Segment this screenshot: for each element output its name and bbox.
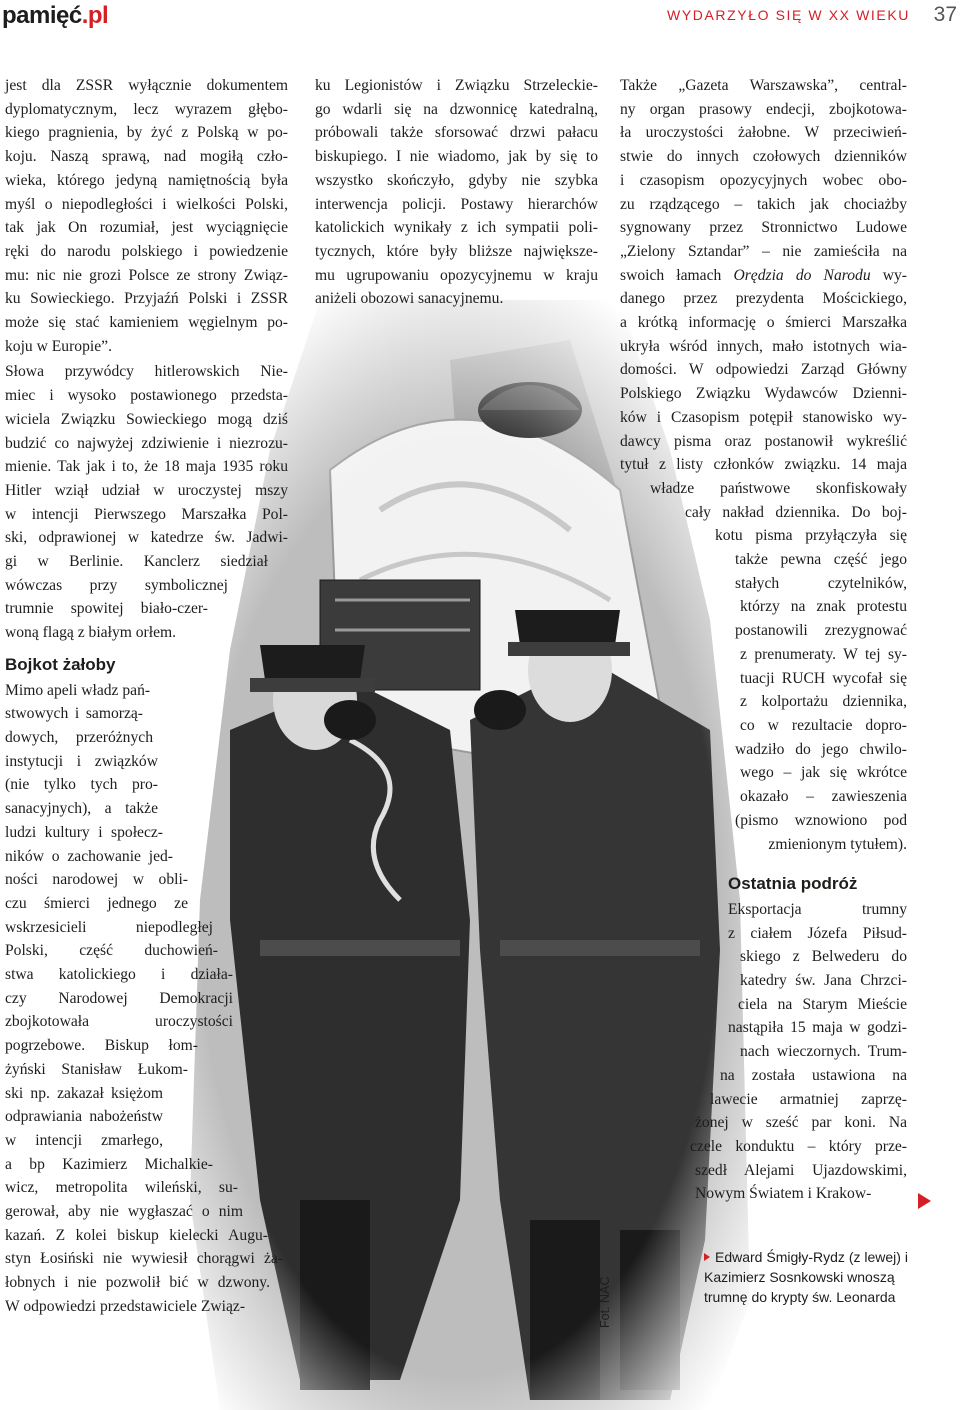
text-line: mu ugrupowaniu opozycyjnemu w kraju: [315, 266, 598, 284]
text-line: (pismo wznowiono pod: [735, 811, 907, 829]
text-line: ników o zachowanie jed-: [5, 847, 173, 865]
text-line: żonej w sześć par koni. Na: [695, 1114, 907, 1132]
text-line: mu: nic nie grozi Polsce ze strony Związ-: [5, 266, 288, 284]
text-line: ręki do narodu polskiego i powiedzenie: [5, 242, 288, 260]
text-line: w intencji zmarłego,: [5, 1131, 163, 1149]
text-line: postanowili zrezygnować: [735, 622, 907, 640]
italic-title: Orędzia do Narodu: [733, 266, 871, 284]
text-line: Także „Gazeta Warszawska”, central-: [620, 77, 907, 94]
text-line: Eksportacja trumny: [728, 900, 907, 918]
text-line: w intencji Pierwszego Marszałka Pol-: [5, 505, 288, 523]
text-line: którzy na znak protestu: [740, 598, 907, 616]
text-line: wówczas przy symbolicznej: [5, 576, 228, 594]
text-line: na została ustawiona na: [720, 1066, 907, 1084]
text-line: cały nakład dziennika. Do boj-: [685, 503, 907, 521]
text-line: ski np. zakazał księżom: [5, 1084, 163, 1102]
text-line: ukryła wśród innych, mało istotnych wia-: [620, 337, 907, 355]
text-line: koju w Europie”.: [5, 337, 112, 355]
photo-caption: [704, 1247, 924, 1307]
page-number: 37: [933, 3, 957, 26]
text-line: tak jak On rozumiał, jest wyciągnięcie: [5, 219, 288, 237]
text-line: skiego z Belwederu do: [740, 948, 907, 966]
text-line: Polskiego Związku Wydawców Dzienni-: [620, 385, 907, 403]
text-line: nach wieczornych. Trum-: [740, 1043, 907, 1061]
text-line: z ciałem Józefa Piłsud-: [728, 924, 907, 942]
text-line: myśl o niepodległości i wielkości Polski,: [5, 195, 288, 213]
article-column-1: [5, 74, 288, 1319]
text-line: ciela na Starym Mieście: [738, 995, 907, 1013]
text-line: ku Legionistów i Związku Strzeleckie-: [315, 77, 598, 94]
text-line: tuacji RUCH wycofał się: [740, 669, 907, 687]
text-line: i czasopism opozycyjnych wobec obo-: [620, 171, 907, 189]
section-title: WYDARZYŁO SIĘ W XX WIEKU: [667, 7, 910, 23]
subheading-ostatnia-podroz: Ostatnia podróż: [728, 874, 858, 894]
text-line: z prenumeraty. W tej sy-: [740, 645, 907, 663]
text-line: budzić co najwyżej zdziwienie i niezrozu-: [5, 434, 288, 452]
text-line: zbojkotowała uroczystości: [5, 1013, 233, 1031]
text-line: może się stać kamieniem węgielnym po-: [5, 314, 288, 332]
text-line: wego – jak się wkrótce: [740, 764, 907, 782]
text-line: danego przez prezydenta Mościckiego,: [620, 290, 907, 308]
text-line: W odpowiedzi przedstawiciele Związ-: [5, 1297, 246, 1315]
paragraph-eksportacja: [620, 898, 907, 1206]
text-line: nastąpiła 15 maja w godzi-: [728, 1019, 907, 1037]
text-line: stwie do innych czołowych dzienników: [620, 148, 907, 166]
text-line: czy Narodowej Demokracji: [5, 989, 233, 1007]
text-line: zmienionym tytułem).: [768, 835, 907, 853]
text-line: gi w Berlinie. Kanclerz siedział: [5, 553, 268, 571]
subheading-bojkot: Bojkot żałoby: [5, 654, 116, 674]
text-line: czele konduktu – który prze-: [690, 1137, 907, 1155]
logo-text: pamięć: [2, 2, 82, 29]
text-line: miec i wysoko postawionego przedsta-: [5, 387, 288, 405]
text-line: domości. W odpowiedzi Zarząd Główny: [620, 361, 907, 379]
text-line: a krótką informację o śmierci Marszałka: [620, 314, 907, 332]
paragraph-gazeta: [620, 74, 907, 856]
photo-credit: Fot. NAC: [598, 1276, 612, 1328]
paragraph-3: [5, 679, 288, 1319]
text-line: swoich łamach Orędzia do Narodu wy-: [620, 266, 907, 284]
text-line: sanacyjnych), a także: [5, 800, 158, 818]
text-line: łobnych i nie pozwolił bić w dzwony.: [5, 1274, 270, 1292]
text-line: katedry św. Jana Chrzci-: [740, 972, 907, 990]
text-line: koju. Naszą sprawą, nad mogiłą czło-: [5, 148, 288, 166]
text-line: okazało – zawieszenia: [740, 788, 907, 806]
text-line: stwa katolickiego i działa-: [5, 966, 233, 984]
caption-text: Edward Śmigły-Rydz (z lewej) i Kazimierz Sosnkowski wnoszą trumnę do krypty św. Leonarda: [704, 1249, 908, 1305]
text-line: trumnie spowitej biało-czer-: [5, 600, 208, 618]
text-line: Mimo apeli władz pań-: [5, 681, 151, 699]
caption-arrow-icon: [704, 1253, 710, 1261]
text-line: kiego pragnienia, by żyć z Polską w po-: [5, 124, 288, 142]
text-line: (nie tylko tych pro-: [5, 776, 158, 794]
text-line: Nowym Światem i Krakow-: [695, 1185, 872, 1203]
text-line: żyński Stanisław Łukom-: [5, 1060, 188, 1078]
text-line: szedł Alejami Ujazdowskimi,: [695, 1161, 907, 1179]
text-line: a bp Kazimierz Michalkie-: [5, 1155, 213, 1173]
text-line: odprawiania nabożeństw: [5, 1108, 163, 1126]
text-line: ski, odprawionej w katedrze św. Jadwi-: [5, 529, 288, 547]
article-column-2: [315, 74, 598, 311]
text-line: władze państwowe skonfiskowały: [650, 479, 907, 497]
text-line: Słowa przywódcy hitlerowskich Nie-: [5, 363, 288, 381]
text-line: stałych czytelników,: [735, 574, 907, 592]
text-line: próbowali także sforsować drzwi pałacu: [315, 124, 598, 142]
text-line: ności narodowej w obli-: [5, 871, 188, 889]
logo-tld: .pl: [81, 2, 109, 29]
text-line: gerował, aby nie wygłaszać o nim: [5, 1203, 243, 1221]
text-line: ła uroczystości żałobne. W przeciwień-: [620, 124, 907, 142]
text-line: instytucji i związków: [5, 752, 158, 770]
text-line: lawecie armatniej zaprzę-: [710, 1090, 907, 1108]
text-line: dyplomatycznym, lecz wyrazem głębo-: [5, 100, 288, 118]
text-line: aniżeli obozowi sanacyjnemu.: [315, 290, 504, 308]
paragraph-continuation: [315, 74, 598, 311]
text-line: tycznych, które były bliższe największe-: [315, 242, 598, 260]
text-line: Hitler wziął udział w uroczystej mszy: [5, 481, 288, 499]
text-line: dowych, przeróżnych: [5, 728, 153, 746]
continue-arrow-icon: [918, 1193, 931, 1209]
text-line: pogrzebowe. Biskup łom-: [5, 1037, 198, 1055]
article-column-3: [620, 74, 907, 1206]
text-line: jest dla ZSSR wyłącznie dokumentem: [5, 77, 288, 94]
text-line: Polski, część duchowień-: [5, 942, 218, 960]
text-line: woną flagą z białym orłem.: [5, 624, 177, 642]
text-line: także pewna część jego: [735, 551, 907, 569]
text-line: ków i Czasopism potępił stanowisko wy-: [620, 408, 907, 426]
text-line: sygnowany przez Stronnictwo Ludowe: [620, 219, 907, 237]
text-line: wieka, którego jedyną namiętnością była: [5, 171, 288, 189]
text-line: ku Sowieckiego. Przyjaźń Polski i ZSSR: [5, 290, 288, 308]
text-line: wicz, metropolita wileński, su-: [5, 1179, 238, 1197]
paragraph-1: [5, 74, 288, 358]
text-line: interwencja policji. Postawy hierarchów: [315, 195, 598, 213]
text-line: wszystko skończyło, gdyby nie szybka: [315, 171, 598, 189]
text-line: z kolportażu dziennika,: [740, 693, 907, 711]
text-line: go wdarli się na dzwonnicę katedralną,: [315, 100, 598, 118]
text-line: ny organ prasowy endecji, zbojkotowa-: [620, 100, 907, 118]
text-line: mienie. Tak jak i to, że 18 maja 1935 roku: [5, 458, 288, 476]
text-line: kotu pisma przyłączyła się: [715, 527, 907, 545]
text-line: biskupiego. I nie wiadomo, jak by się to: [315, 148, 598, 166]
text-line: co w rezultacie dopro-: [740, 716, 907, 734]
paragraph-2: [5, 360, 288, 644]
text-line: dawcy pisma oraz postanowił wykreślić: [620, 432, 907, 450]
text-line: tytuł z listy członków związku. 14 maja: [620, 456, 907, 474]
text-line: zu rządzącego – takich jak chociażby: [620, 195, 907, 213]
text-line: styn Łosiński nie wywiesił chorągwi ża-: [5, 1250, 283, 1268]
text-line: katolickich wynikały z ich sympatii poli-: [315, 219, 598, 237]
text-line: wskrzesicieli niepodległej: [5, 918, 213, 936]
text-line: wadziło do jego chwilo-: [735, 740, 907, 758]
text-line: „Zielony Sztandar” – nie zamieściła na: [620, 242, 907, 260]
text-line: czu śmierci jednego ze: [5, 894, 188, 912]
text-line: wiciela Związku Sowieckiego mogą dziś: [5, 410, 288, 428]
site-logo[interactable]: [2, 2, 108, 30]
text-line: kazań. Z kolei biskup kielecki Augu-: [5, 1226, 268, 1244]
text-line: ludzi kultury i społecz-: [5, 823, 163, 841]
page-header: [0, 0, 960, 40]
text-line: stwowych i samorzą-: [5, 705, 143, 723]
